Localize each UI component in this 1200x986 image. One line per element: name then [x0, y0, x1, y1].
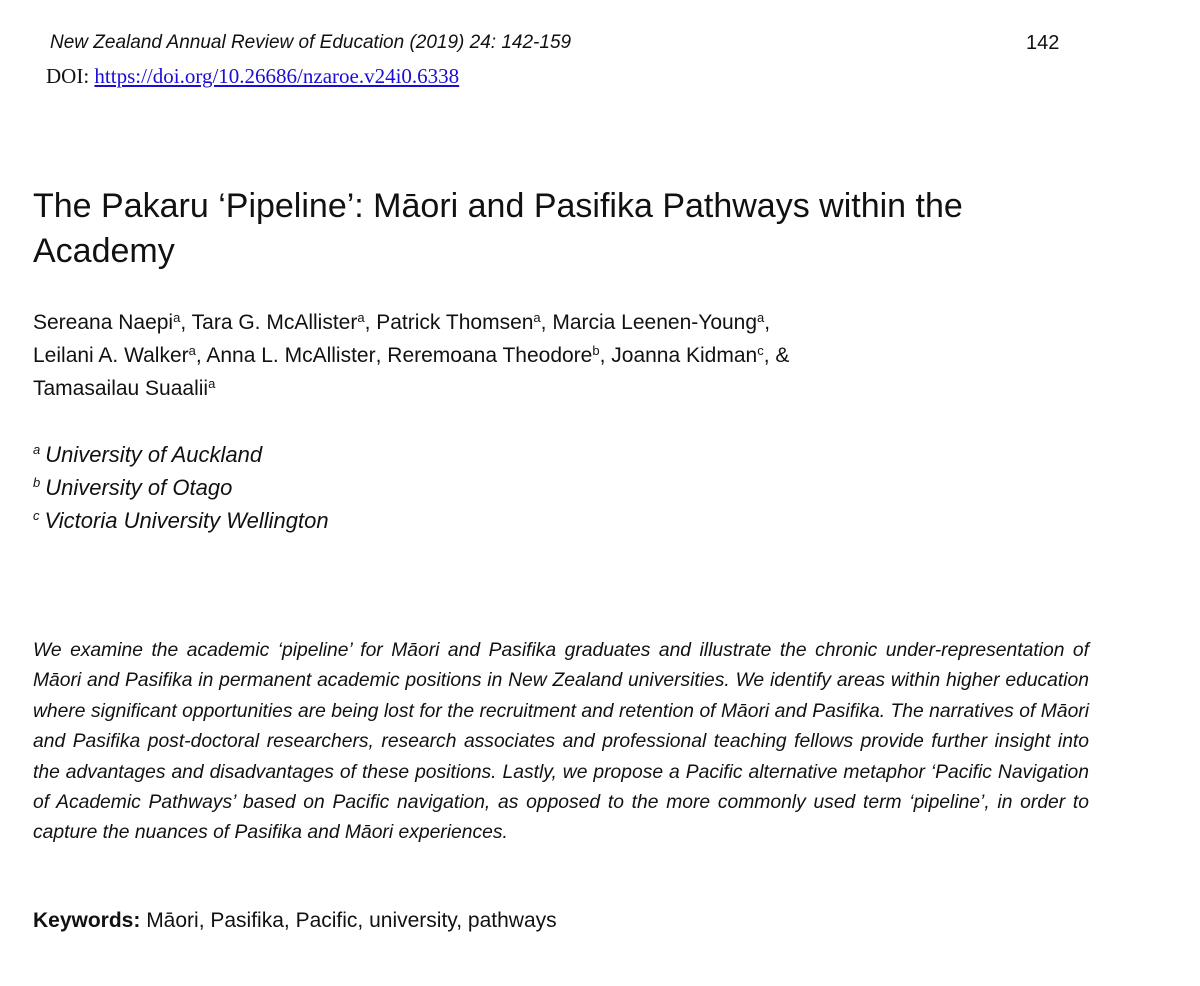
affiliation-mark: b: [33, 475, 41, 490]
affiliation-item: [33, 504, 329, 537]
author-name: Joanna Kidman: [611, 344, 758, 367]
author-name: Leilani A. Walker: [33, 344, 189, 367]
title-line-1: The Pakaru ‘Pipeline’: Māori and Pasifika Pathways within the: [33, 187, 963, 225]
author-affiliation-mark: a: [757, 310, 765, 325]
author-affiliation-mark: a: [533, 310, 541, 325]
author-separator: ,: [375, 344, 388, 367]
affiliation-name: Victoria University Wellington: [44, 508, 329, 533]
author-separator: ,: [540, 311, 553, 334]
affiliation-item: [33, 471, 329, 504]
author-separator: ,: [195, 344, 207, 367]
journal-citation: New Zealand Annual Review of Education (2019) 24: 142-159: [50, 32, 572, 53]
author-name: Anna L. McAllister: [206, 344, 376, 367]
article-title: [33, 184, 1033, 274]
keywords: [33, 909, 557, 933]
author-name: Sereana Naepi: [33, 311, 174, 334]
affiliation-name: University of Auckland: [45, 442, 263, 467]
author-separator: ,: [764, 311, 771, 334]
affiliation-name: University of Otago: [45, 475, 233, 500]
doi-link[interactable]: https://doi.org/10.26686/nzaroe.v24i0.6338: [94, 64, 460, 88]
doi-line: [46, 64, 459, 89]
author-separator: ,: [599, 344, 612, 367]
affiliation-item: [33, 438, 329, 471]
author-affiliation-mark: a: [173, 310, 181, 325]
author-affiliation-mark: a: [208, 376, 216, 391]
affiliation-list: [33, 438, 329, 537]
keywords-label: Keywords:: [33, 909, 141, 932]
affiliation-mark: c: [33, 508, 40, 523]
author-name: Marcia Leenen-Young: [552, 311, 758, 334]
author-list: [33, 306, 1093, 405]
author-separator: ,: [364, 311, 377, 334]
author-name: Tamasailau Suaalii: [33, 377, 209, 400]
author-affiliation-mark: a: [357, 310, 365, 325]
author-affiliation-mark: b: [592, 343, 600, 358]
affiliation-mark: a: [33, 442, 41, 457]
author-separator: , &: [763, 344, 790, 367]
abstract: We examine the academic ‘pipeline’ for Māori and Pasifika graduates and illustrate the chronic under-representation of Māori and Pasifika in permanent academic positions in New Zealand universities. We identify areas within higher education where significant opportunities are being lost for the recruitment and retention of Māori and Pasifika. The narratives of Māori and Pasifika post-doctoral researchers, research associates and professional teaching fellows provide further insight into the advantages and disadvantages of these positions. Lastly, we propose a Pacific alternative metaphor ‘Pacific Navigation of Academic Pathways’ based on Pacific navigation, as opposed to the more commonly used term ‘pipeline’, in order to capture the nuances of Pasifika and Māori experiences.: [33, 640, 1089, 844]
author-affiliation-mark: a: [188, 343, 196, 358]
author-name: Tara G. McAllister: [191, 311, 358, 334]
author-separator: ,: [180, 311, 192, 334]
author-name: Patrick Thomsen: [376, 311, 534, 334]
keywords-values: Māori, Pasifika, Pacific, university, pathways: [140, 909, 557, 932]
title-line-2: Academy: [33, 232, 175, 270]
author-name: Reremoana Theodore: [387, 344, 593, 367]
page-number: 142: [1026, 32, 1060, 54]
author-affiliation-mark: c: [757, 343, 764, 358]
doi-label: DOI:: [46, 64, 95, 88]
